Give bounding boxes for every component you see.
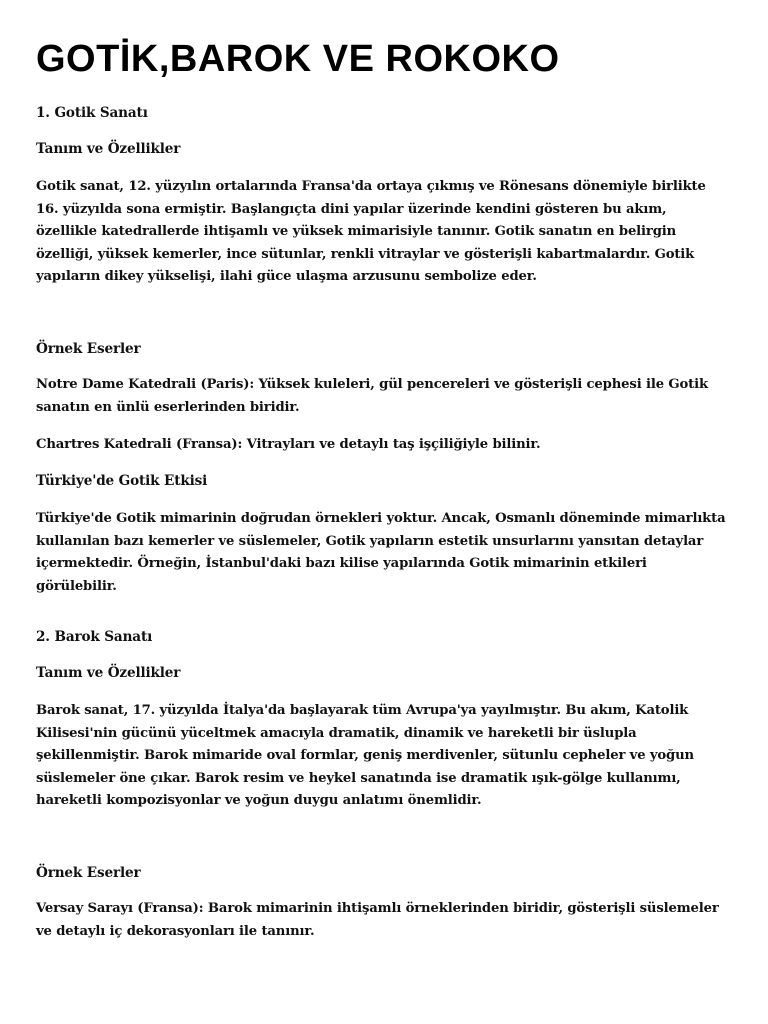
baroque-definition-heading: Tanım ve Özellikler — [36, 665, 181, 681]
gothic-definition-heading: Tanım ve Özellikler — [36, 141, 181, 157]
baroque-definition-paragraph: Barok sanat, 17. yüzyılda İtalya'da başlayarak tüm Avrupa'ya yayılmıştır. Bu akım, Katolik Kilisesi'nin gücünü yüceltmek amacıyla dramatik, dinamik ve hareketli bir üslupla şekillenmiştir. Barok mimaride oval formlar, geniş merdivenler, sütunlu cepheler ve yoğun süslemeler öne çıkar. Barok resim ve heykel sanatında ise dramatik ışık-gölge kullanımı, hareketli kompozisyonlar ve yoğun duygu anlatımı önemlidir. — [36, 703, 694, 809]
baroque-example-versailles: Versay Sarayı (Fransa): Barok mimarinin ihtişamlı örneklerinden biridir, gösterişli süslemeler ve detaylı iç dekorasyonları ile tanınır. — [36, 901, 719, 939]
gothic-examples-heading: Örnek Eserler — [36, 341, 141, 357]
gothic-example-notre-dame: Notre Dame Katedrali (Paris): Yüksek kuleleri, gül pencereleri ve gösterişli cephesi ile Gotik sanatın en ünlü eserlerinden biridir. — [36, 377, 708, 415]
baroque-examples-heading: Örnek Eserler — [36, 865, 141, 881]
gothic-turkey-heading: Türkiye'de Gotik Etkisi — [36, 473, 208, 489]
gothic-example-chartres: Chartres Katedrali (Fransa): Vitrayları ve detaylı taş işçiliğiyle bilinir. — [36, 437, 541, 452]
gothic-turkey-paragraph: Türkiye'de Gotik mimarinin doğrudan örnekleri yoktur. Ancak, Osmanlı döneminde mimarlıkta kullanılan bazı kemerler ve süslemeler, Gotik yapıların estetik unsurlarını yansıtan detaylar içermektedir. Örneğin, İstanbul'daki bazı kilise yapılarında Gotik mimarinin etkileri görülebilir. — [36, 511, 726, 594]
gothic-definition-paragraph: Gotik sanat, 12. yüzyılın ortalarında Fransa'da ortaya çıkmış ve Rönesans dönemiyle birlikte 16. yüzyılda sona ermiştir. Başlangıçta dini yapılar üzerinde kendini gösteren bu akım, özellikle katedrallerde ihtişamlı ve yüksek mimarisiyle tanınır. Gotik sanatın en belirgin özelliği, yüksek kemerler, ince sütunlar, renkli vitraylar ve gösterişli kabartmalardır. Gotik yapıların dikey yükselişi, ilahi güce ulaşma arzusunu sembolize eder. — [36, 179, 706, 285]
document-title: GOTİK,BAROK VE ROKOKO — [36, 38, 560, 80]
gothic-section-heading: 1. Gotik Sanatı — [36, 105, 148, 121]
baroque-section-heading: 2. Barok Sanatı — [36, 629, 153, 645]
